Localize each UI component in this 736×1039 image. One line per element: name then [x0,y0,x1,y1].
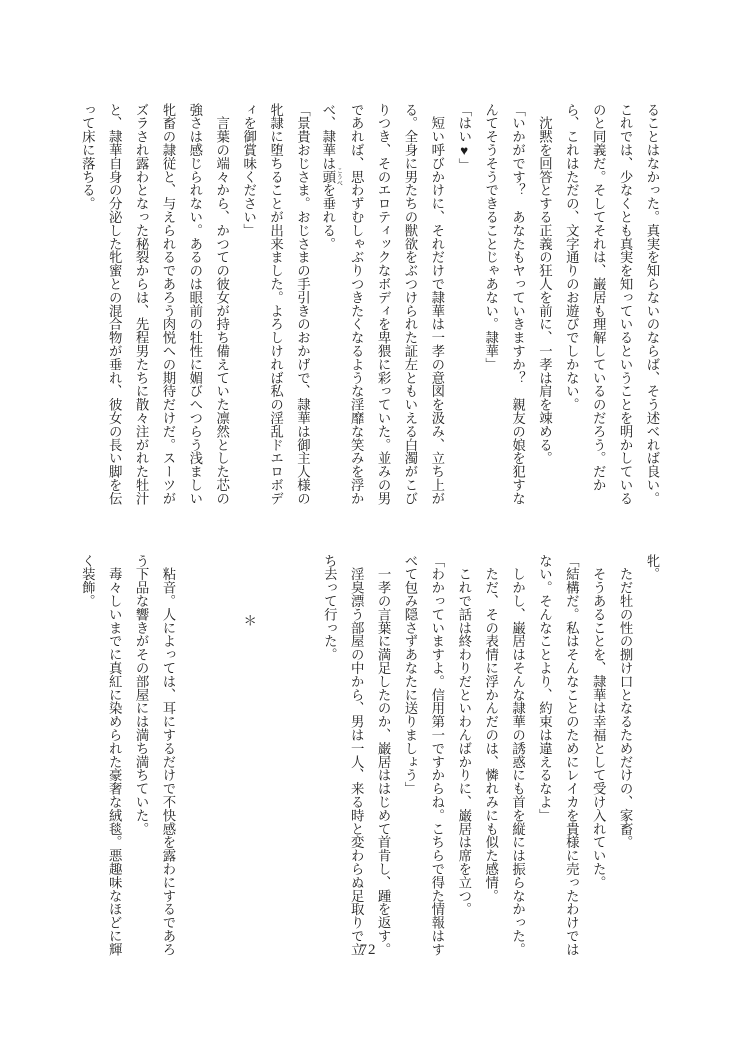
text-column [181,554,208,958]
text-column: 言葉の端々から、かつての彼女が持ち備えていた凛然とした芯の [214,103,230,505]
text-band-top [71,103,665,507]
text-column: ズラされ露わとなった秘裂からは、先程男たちに散々注がれた牡汁 [134,103,150,505]
text-column [289,554,316,958]
text-column: と、隷華自身の分泌した牝蜜との混合物が垂れ、彼女の長い脚を伝 [107,103,123,505]
text-column: べて包み隠さずあなたに送りましょう」 [402,554,418,796]
text-column: ただ、その表情に浮かんだのは、憐れみにも似た感情。 [483,554,499,903]
text-column: のと同義だ。そしてそれは、巌居も理解しているのだろう。だか [591,103,607,492]
text-column: べ、隷華は頭 こうべを垂れる。 [320,103,343,251]
text-column: これでは、少なくとも真実を知っているということを明かしている [618,103,634,505]
text-column: 淫臭漂う部屋の中から、男は一人、来る時と変わらぬ足取りで立 [349,554,365,956]
text-column: う下品な響きがその部屋には満ち満ちていた。 [134,554,150,836]
page-number: 72 [359,942,377,958]
text-column: 「わかっていますよ。信用第一ですからね。こちらで得た情報はす [429,554,445,956]
text-band-bottom [71,554,665,958]
text-column: 毒々しいまでに真紅に染められた豪奢な絨毯。悪趣味なほどに輝 [107,554,123,956]
text-column: ち去って行った。 [322,554,338,662]
text-column [262,554,289,958]
text-column: 「いかがです？ あなたもヤっていきますか？ 親友の娘を犯すな [510,103,526,505]
text-column: 粘音。人によっては、耳にするだけで不快感を露わにするであろ [160,554,176,956]
text-column: く装飾。 [80,554,96,608]
text-column: ることはなかった。真実を知らないのならば、そう述べれば良い。 [645,103,660,505]
text-column: これで話は終わりだといわんばかりに、巌居は席を立つ。 [456,554,472,916]
text-column: 強さは感じられない。あるのは眼前の牡性に媚びへつらう浅ましい [187,103,203,505]
text-column: 牝畜の隷従と、与えられるであろう肉悦への期待だけだ。スーツが [160,103,176,505]
text-column: ただ牡の性の捌け口となるためだけの、家畜。 [618,554,634,849]
text-column: って床に落ちる。 [80,103,96,211]
text-column: しかし、巌居はそんな隷華の誘惑にも首を縦には振らなかった。 [510,554,526,956]
text-column: る。全身に男たちの獣欲をぶつけられた証左ともいえる白濁がこび [402,103,418,505]
text-column: 短い呼びかけに、それだけで隷華は一孝の意図を汲み、立ち上が [429,103,445,505]
text-column: 「景貴おじさま。おじさまの手引きのおかげで、隷華は御主人様の [295,103,311,505]
section-separator: ＊ [241,614,257,628]
text-column: 「結構だ。私はそんなことのためにレイカを貴様に売ったわけでは [564,554,580,956]
text-column: 牝隷に堕ちることが出来ました。よろしければ私の淫乱ドエロボデ [268,103,284,505]
text-column: ィを御賞味ください」 [241,103,257,237]
text-column: 沈黙を回答とする正義の狂人を前に、一孝は肩を竦める。 [537,103,553,465]
text-column [208,554,235,958]
text-column: そうあることを、隷華は幸福として受け入れていた。 [591,554,607,889]
text-column: 牝。 [645,554,660,581]
text-column: 「はい♥」 [456,103,472,172]
text-column: 一孝の言葉に満足したのか、巌居ははじめて首肯し、踵を返す。 [376,554,392,956]
text-column: んてそうそうできることじゃあない。隷華」 [483,103,499,371]
text-column: であれば、思わずむしゃぶりつきたくなるような淫靡な笑みを浮か [349,103,365,505]
text-column: ない。そんなことより、約束は違えるなよ」 [537,554,553,822]
text-column: ら、これはただの、文字通りのお遊びでしかない。 [564,103,580,412]
text-column: りつき、そのエロティックなボディを卑猥に彩っていた。並みの男 [376,103,392,505]
